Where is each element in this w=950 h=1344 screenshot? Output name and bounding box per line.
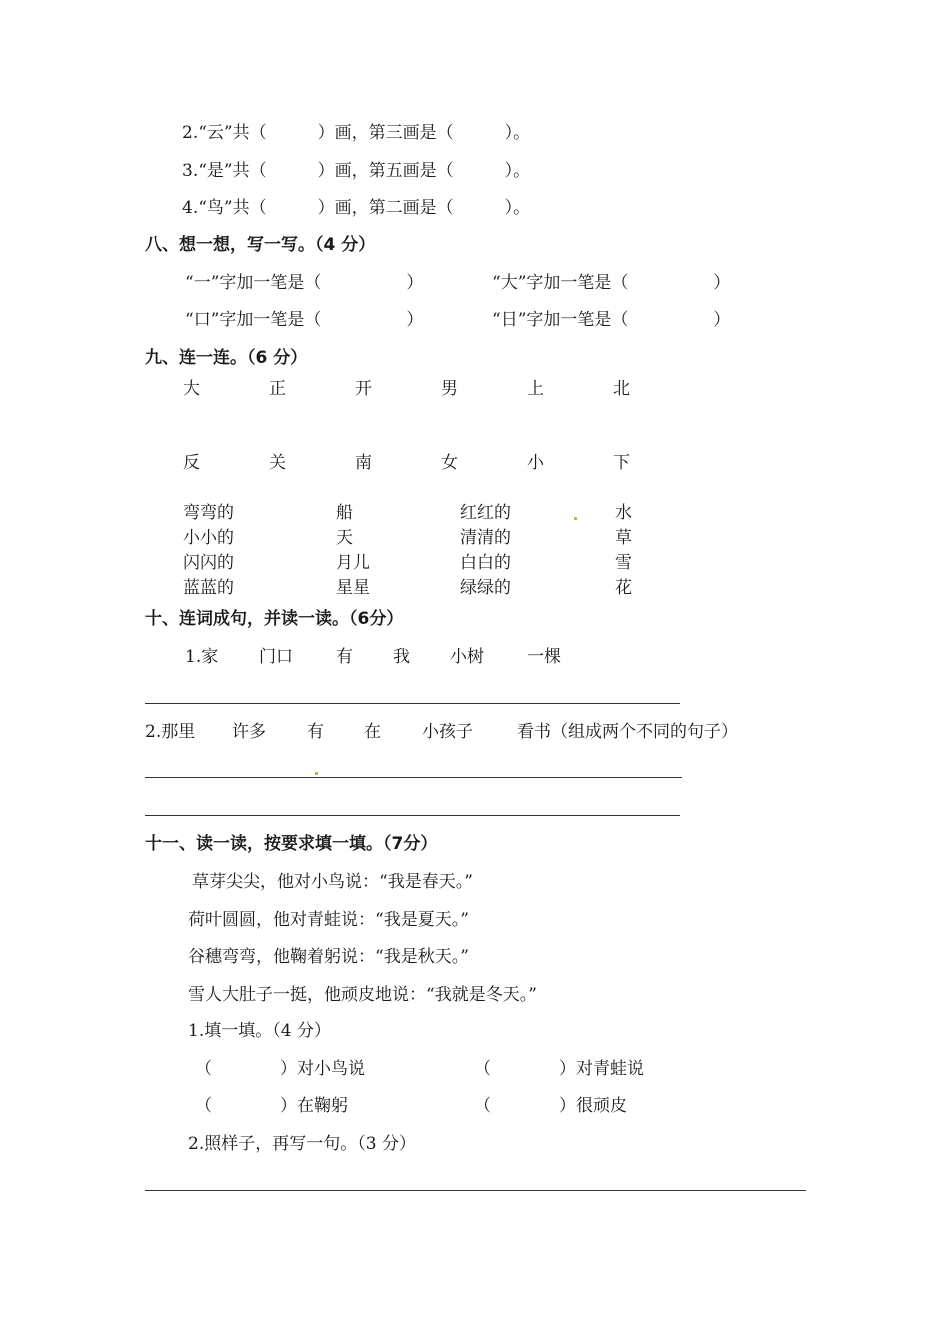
match-bottom-word: 小 [527,453,544,473]
answer-line[interactable] [145,1190,806,1191]
sentence-word: 小树 [450,647,484,667]
answer-line[interactable] [145,703,680,704]
match-bottom-word: 下 [613,453,630,473]
match-noun: 星星 [336,578,370,598]
sentence-word: 我 [393,647,410,667]
match-bottom-word: 反 [183,453,200,473]
answer-line[interactable] [145,777,682,778]
match-bottom-word: 关 [269,453,286,473]
sub-question-1: 1.填一填。（4 分） [188,1021,331,1041]
sentence-word: 门口 [259,647,293,667]
section-8-title: 八、想一想，写一写。（4 分） [145,235,376,255]
passage-line: 谷穗弯弯，他鞠着躬说：“我是秋天。” [188,947,469,967]
sub-question-2: 2.照样子，再写一句。（3 分） [188,1134,416,1154]
add-stroke-q2: “大”字加一笔是（ ） [492,273,731,293]
scan-speck [315,772,318,775]
add-stroke-q4: “日”字加一笔是（ ） [492,310,731,330]
section-10-title: 十、连词成句，并读一读。（6分） [145,609,404,629]
match-adjective: 蓝蓝的 [183,578,234,598]
match-top-word: 大 [183,379,200,399]
match-adjective: 小小的 [183,528,234,548]
match-noun: 雪 [615,553,632,573]
sentence-word: 2.那里 [145,722,196,742]
answer-line[interactable] [145,815,680,816]
match-noun: 天 [336,528,353,548]
match-noun: 草 [615,528,632,548]
sentence-word: 有 [307,722,324,742]
fill-item: （ ）在鞠躬 [195,1096,348,1116]
passage-line: 雪人大肚子一挺，他顽皮地说：“我就是冬天。” [188,985,537,1005]
match-bottom-word: 女 [441,453,458,473]
fill-item: （ ）对小鸟说 [195,1059,365,1079]
sentence-word: 一棵 [527,647,561,667]
scan-speck [574,517,577,520]
sentence-word: 小孩子 [422,722,473,742]
match-top-word: 男 [441,379,458,399]
add-stroke-q1: “一”字加一笔是（ ） [185,273,424,293]
match-adjective: 红红的 [460,503,511,523]
passage-line: 荷叶圆圆，他对青蛙说：“我是夏天。” [188,910,469,930]
match-top-word: 上 [527,379,544,399]
sentence-word: 1.家 [185,647,219,667]
stroke-question-3: 3.“是”共（ ）画，第五画是（ ）。 [182,161,531,181]
match-adjective: 闪闪的 [183,553,234,573]
stroke-question-2: 2.“云”共（ ）画，第三画是（ ）。 [182,123,531,143]
match-bottom-word: 南 [355,453,372,473]
match-adjective: 白白的 [460,553,511,573]
sentence-word: 在 [364,722,381,742]
sentence-word: 看书（组成两个不同的句子） [517,722,738,742]
stroke-question-4: 4.“鸟”共（ ）画，第二画是（ ）。 [182,198,531,218]
match-noun: 船 [336,503,353,523]
match-noun: 月儿 [336,553,370,573]
match-adjective: 清清的 [460,528,511,548]
match-adjective: 绿绿的 [460,578,511,598]
sentence-word: 许多 [232,722,266,742]
fill-item: （ ）对青蛙说 [474,1059,644,1079]
match-top-word: 正 [269,379,286,399]
match-top-word: 开 [355,379,372,399]
match-adjective: 弯弯的 [183,503,234,523]
add-stroke-q3: “口”字加一笔是（ ） [185,310,424,330]
section-9-title: 九、连一连。（6 分） [145,348,308,368]
passage-line: 草芽尖尖，他对小鸟说：“我是春天。” [192,872,473,892]
section-11-title: 十一、读一读，按要求填一填。（7分） [145,834,438,854]
match-top-word: 北 [613,379,630,399]
sentence-word: 有 [336,647,353,667]
match-noun: 水 [615,503,632,523]
fill-item: （ ）很顽皮 [474,1096,627,1116]
match-noun: 花 [615,578,632,598]
